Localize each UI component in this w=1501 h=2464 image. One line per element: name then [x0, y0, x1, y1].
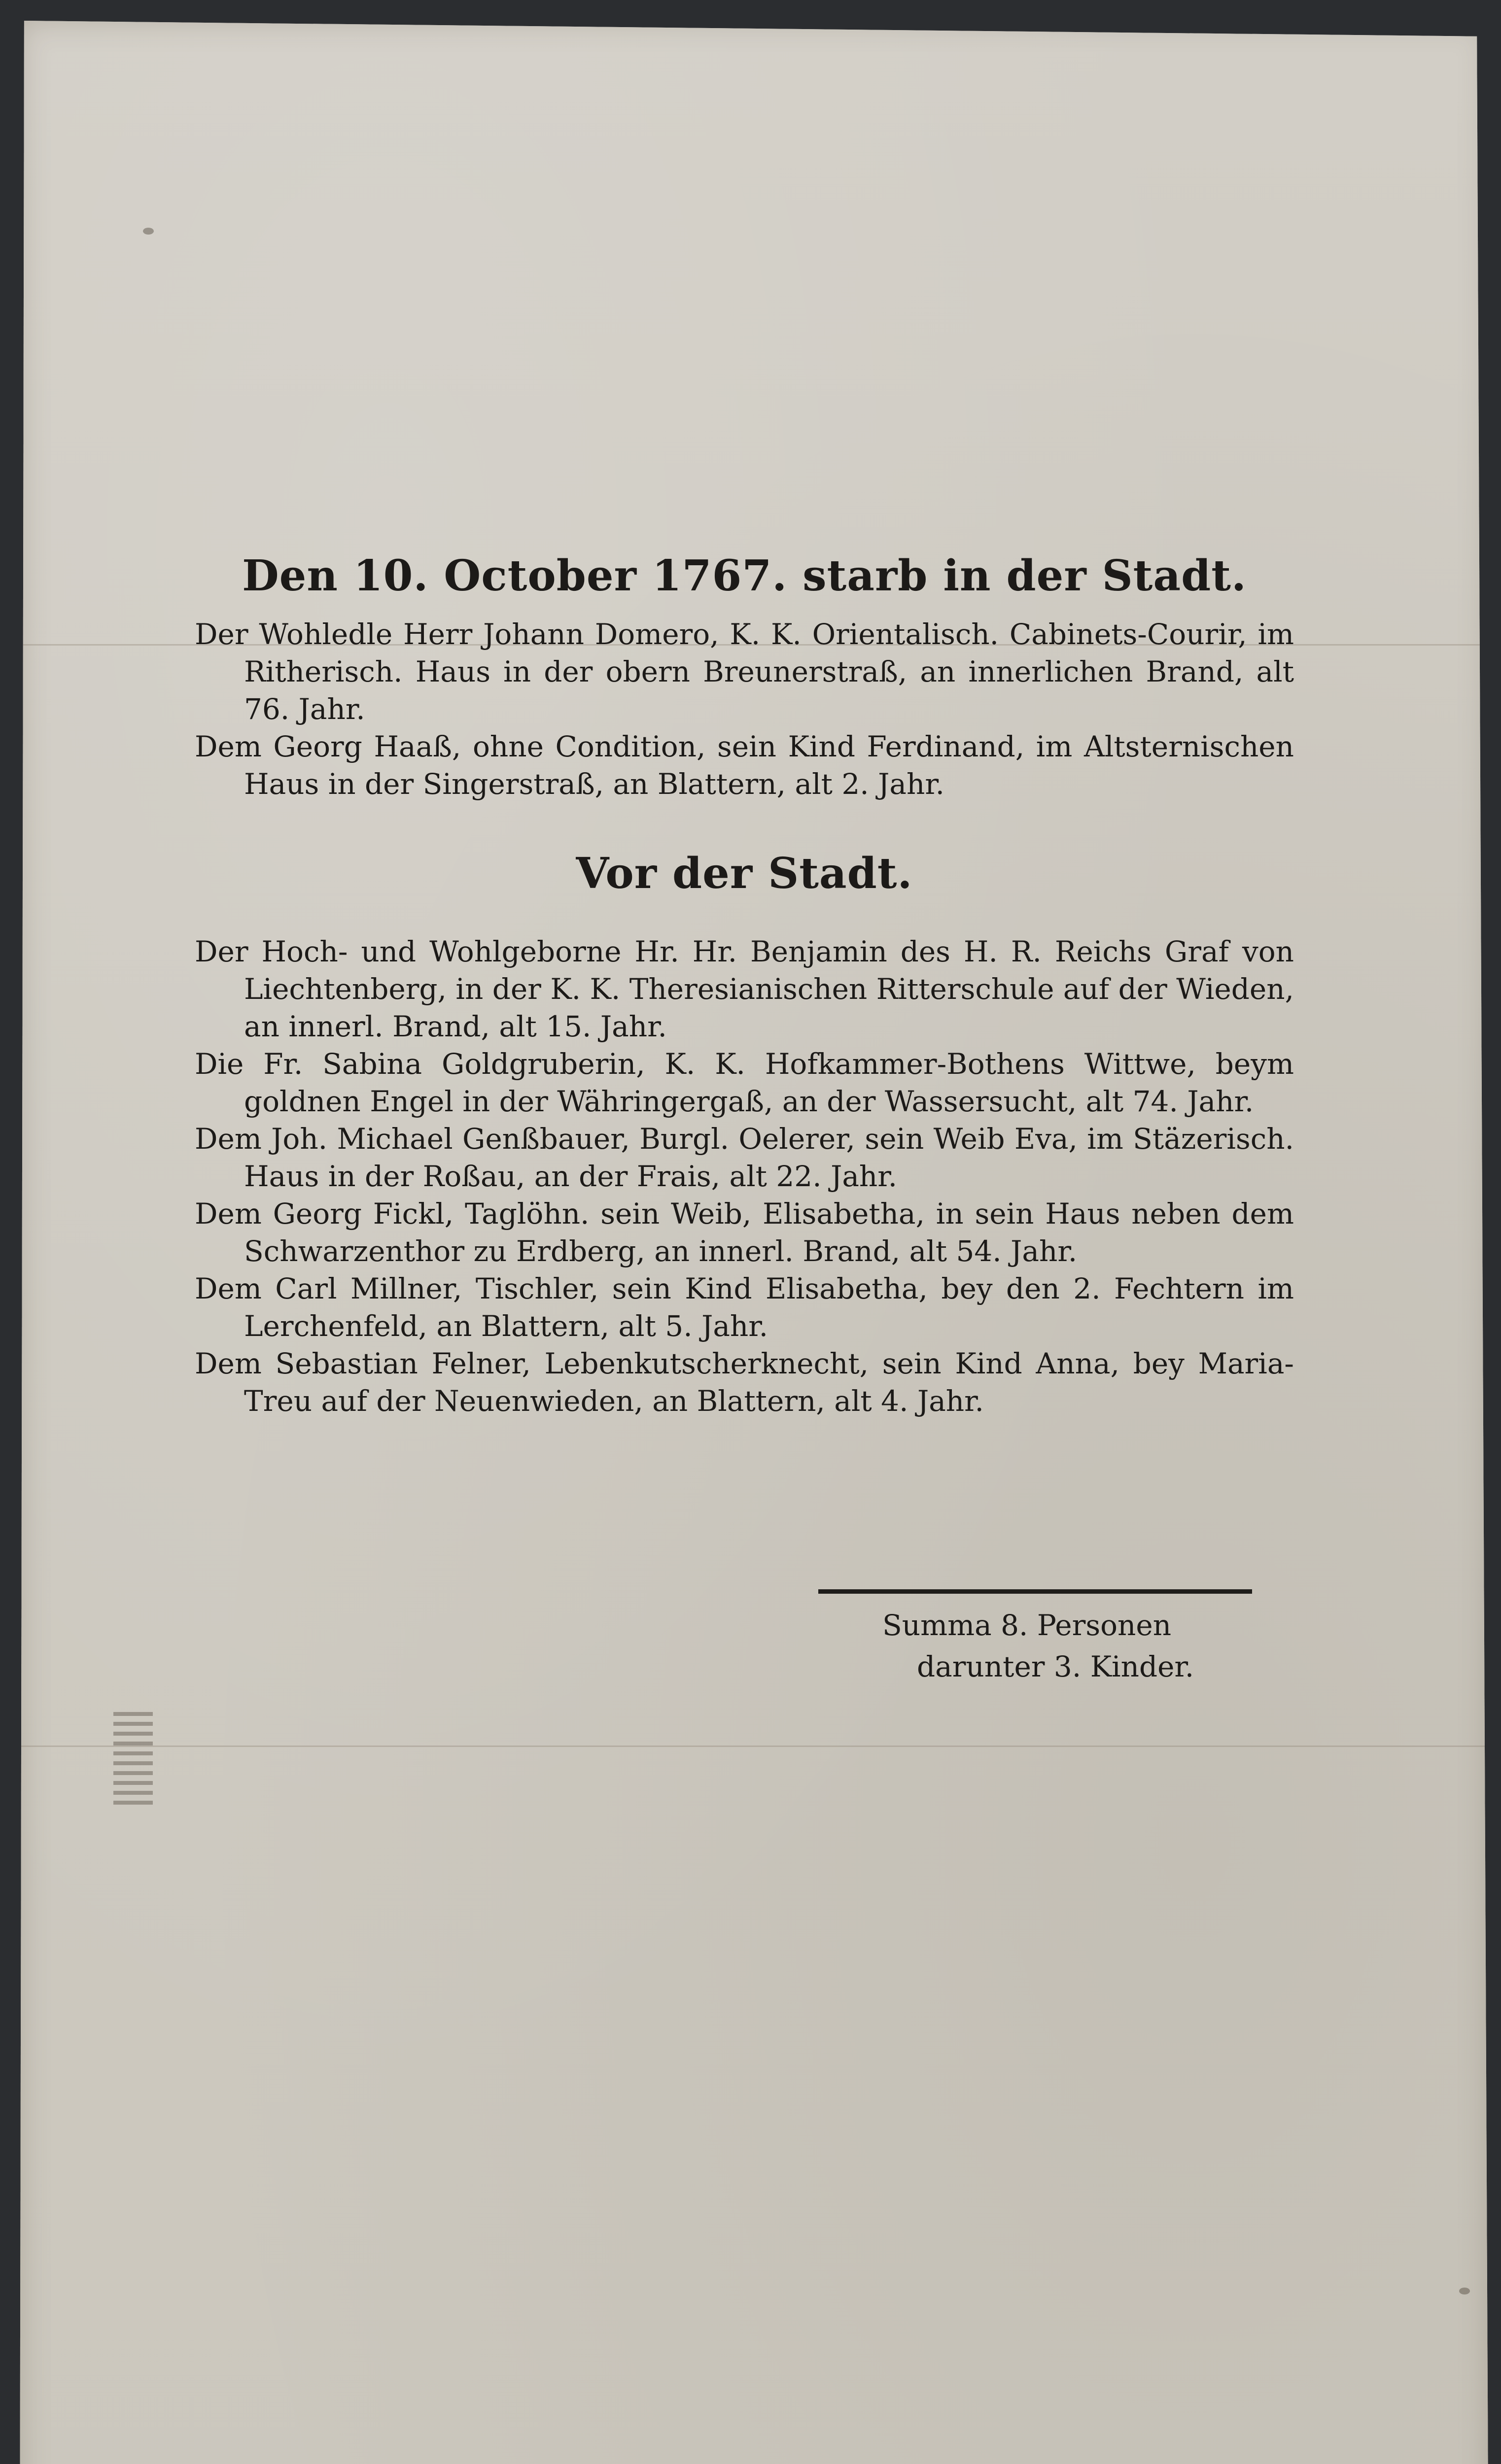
entry-suburb-5: Dem Carl Millner, Tischler, sein Kind Elisabetha, bey den 2. Fechtern im Lerchenfeld, an Blattern, alt 5. Jahr. [195, 1271, 1294, 1343]
paper-speck [1459, 2288, 1470, 2294]
summary-rule [818, 1589, 1252, 1594]
entry-city-1: Der Wohledle Herr Johann Domero, K. K. Orientalisch. Cabinets-Courir, im Ritherisch. Haus in der obern Breunerstraß, an innerlichen Brand, alt 76. Jahr. [195, 617, 1294, 726]
summary-total: Summa 8. Personen [882, 1608, 1172, 1642]
entry-suburb-4: Dem Georg Fickl, Taglöhn. sein Weib, Elisabetha, in sein Haus neben dem Schwarzenthor zu Erdberg, an innerl. Brand, alt 54. Jahr. [195, 1197, 1294, 1268]
heading-suburb: Vor der Stadt. [576, 848, 913, 898]
heading-city: Den 10. October 1767. starb in der Stadt. [242, 551, 1247, 601]
summary-block [818, 1589, 1252, 1687]
entry-suburb-2: Die Fr. Sabina Goldgruberin, K. K. Hofkammer-Bothens Wittwe, beym goldnen Engel in der Währingergaß, an der Wassersucht, alt 74. Jahr. [195, 1047, 1294, 1118]
city-entries [195, 616, 1294, 803]
entry-suburb-1: Der Hoch- und Wohlgeborne Hr. Hr. Benjamin des H. R. Reichs Graf von Liechtenberg, in der K. K. Theresianischen Ritterschule auf der Wieden, an innerl. Brand, alt 15. Jahr. [195, 934, 1294, 1043]
fold-line [20, 1745, 1489, 1747]
entry-suburb-6: Dem Sebastian Felner, Lebenkutscherknecht, sein Kind Anna, bey Maria-Treu auf der Neuenwieden, an Blattern, alt 4. Jahr. [195, 1346, 1294, 1418]
paper-speck [143, 228, 154, 235]
faded-stamp-mark [113, 1711, 153, 1805]
document-body [195, 552, 1294, 1420]
entry-city-2: Dem Georg Haaß, ohne Condition, sein Kind Ferdinand, im Altsternischen Haus in der Singerstraß, an Blattern, alt 2. Jahr. [195, 729, 1294, 801]
suburb-entries [195, 933, 1294, 1420]
entry-suburb-3: Dem Joh. Michael Genßbauer, Burgl. Oelerer, sein Weib Eva, im Stäzerisch. Haus in der Roßau, an der Frais, alt 22. Jahr. [195, 1122, 1294, 1193]
summary-children: darunter 3. Kinder. [917, 1650, 1194, 1683]
